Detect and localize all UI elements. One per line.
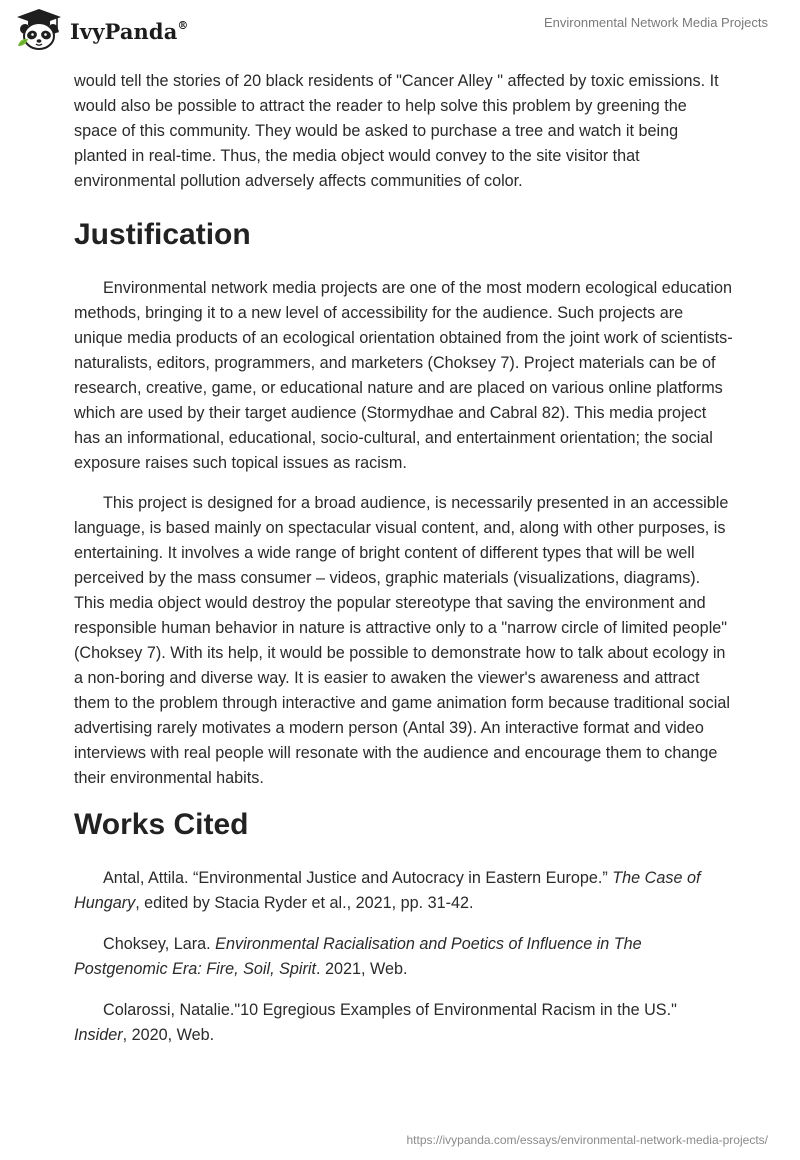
- ivypanda-logo[interactable]: [14, 8, 189, 52]
- citation-source-title: The Case of Hungary: [74, 869, 701, 912]
- citation-text: Choksey, Lara.: [103, 935, 216, 953]
- citation-details: , 2020, Web.: [122, 1026, 215, 1044]
- intro-paragraph: would tell the stories of 20 black residents of "Cancer Alley " affected by toxic emissions. It would also be possible to attract the reader to help solve this problem by greening the space of this community. They would be asked to purchase a tree and watch it being planted in real-time. Thus, the media object would convey to the site visitor that environmental pollution adversely affects communities of color.: [74, 72, 719, 190]
- brand-name: IvyPanda®: [70, 18, 189, 44]
- document-title: Environmental Network Media Projects: [544, 15, 768, 30]
- citation-entry: [74, 866, 734, 916]
- justification-paragraph-1: Environmental network media projects are one of the most modern ecological education methods, bringing it to a new level of accessibility for the audience. Such projects are unique media products of an ecological orientation obtained from the joint work of scientists-naturalists, editors, programmers, and marketers (Choksey 7). Project materials can be of research, creative, game, or educational nature and are placed on various online platforms which are used by their target audience (Stormydhae and Cabral 82). This media project has an informational, educational, socio-cultural, and entertainment orientation; the social exposure raises such topical issues as racism.: [74, 279, 733, 472]
- citation-details: . 2021, Web.: [316, 960, 408, 978]
- source-url-link[interactable]: https://ivypanda.com/essays/environmental-network-media-projects/: [406, 1133, 768, 1147]
- panda-logo-icon: [14, 8, 64, 52]
- citation-source-title: Insider: [74, 1026, 123, 1044]
- justification-heading: Justification: [74, 218, 251, 251]
- citation-details: , edited by Stacia Ryder et al., 2021, pp. 31-42.: [135, 894, 474, 912]
- citation-source-title: Environmental Racialisation and Poetics of Influence in The Postgenomic Era: Fire, Soil, Spirit: [74, 935, 642, 978]
- page-header: [0, 0, 800, 64]
- citation-entry: [74, 998, 734, 1048]
- citation-entry: [74, 932, 734, 982]
- citation-text: Colarossi, Natalie."10 Egregious Examples of Environmental Racism in the US.": [103, 1001, 677, 1019]
- citation-text: Antal, Attila. “Environmental Justice and Autocracy in Eastern Europe.”: [103, 869, 613, 887]
- essay-content: [74, 69, 734, 1064]
- works-cited-heading: Works Cited: [74, 808, 249, 841]
- justification-paragraph-2: This project is designed for a broad audience, is necessarily presented in an accessible language, is based mainly on spectacular visual content, and, along with other purposes, is entertaining. It involves a wide range of bright content of different types that will be well perceived by the mass consumer – videos, graphic materials (visualizations, diagrams). This media object would destroy the popular stereotype that saving the environment and responsible human behavior in nature is attractive only to a "narrow circle of limited people" (Choksey 7). With its help, it would be possible to demonstrate how to talk about ecology in a non-boring and diverse way. It is easier to awaken the viewer's awareness and attract them to the problem through interactive and game animation form because traditional social advertising rarely motivates a modern person (Antal 39). An interactive format and video interviews with real people will resonate with the audience and encourage them to change their environmental habits.: [74, 494, 730, 787]
